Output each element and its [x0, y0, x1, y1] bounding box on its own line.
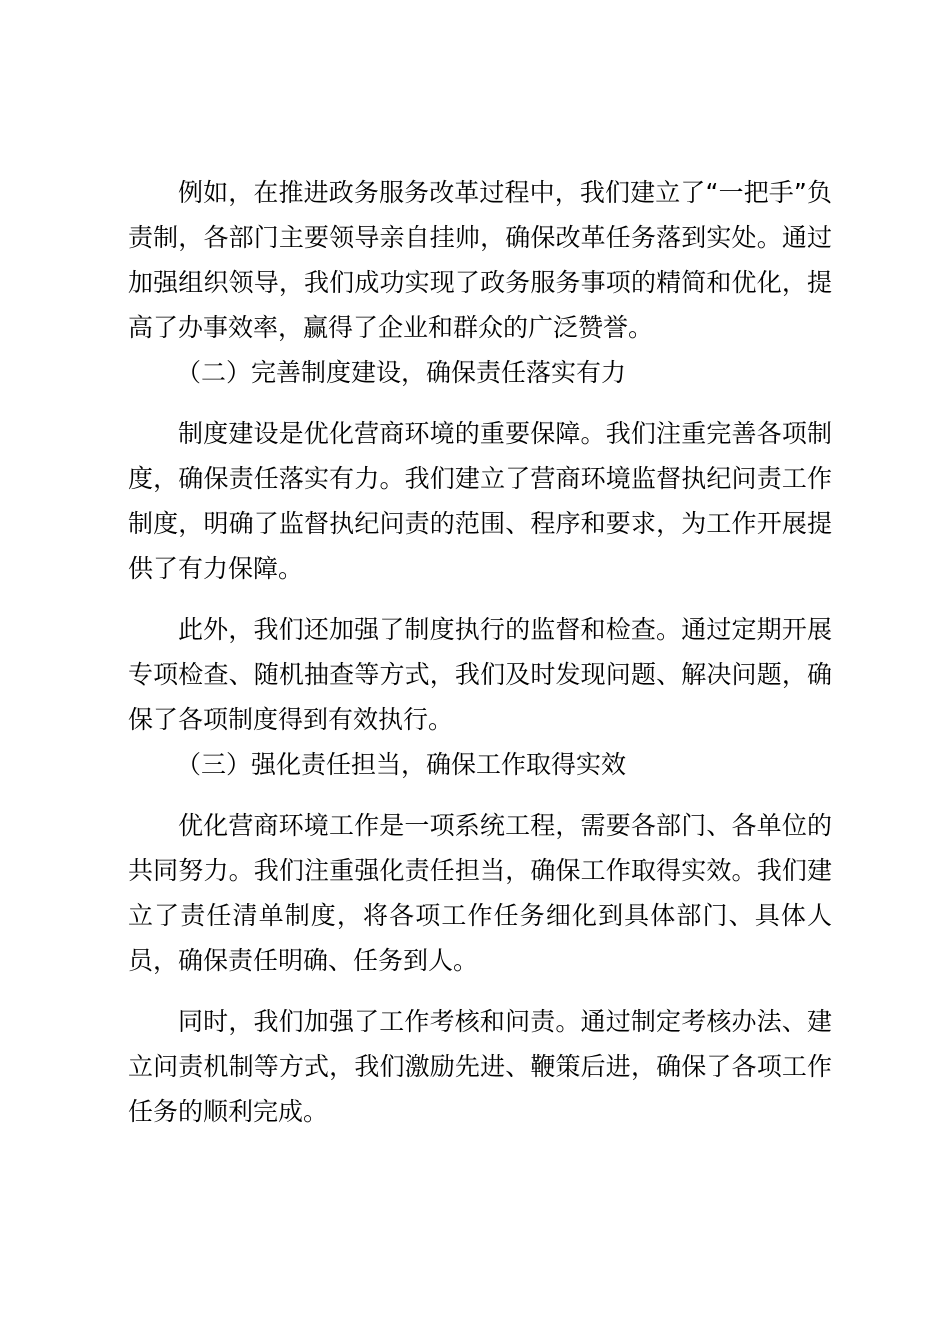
document-body — [128, 170, 832, 1134]
paragraph-supervision-inspection: 此外，我们还加强了制度执行的监督和检查。通过定期开展专项检查、随机抽查等方式，我们及时发现问题、解决问题，确保了各项制度得到有效执行。 — [128, 615, 832, 734]
paragraph-assessment-accountability: 同时，我们加强了工作考核和问责。通过制定考核办法、建立问责机制等方式，我们激励先进、鞭策后进，确保了各项工作任务的顺利完成。 — [128, 1007, 832, 1126]
paragraph-leadership-example: 例如，在推进政务服务改革过程中，我们建立了“一把手”负责制，各部门主要领导亲自挂帅，确保改革任务落到实处。通过加强组织领导，我们成功实现了政务服务事项的精简和优化，提高了办事效率，赢得了企业和群众的广泛赞誉。 — [128, 178, 832, 342]
section-heading-institution-building: （二）完善制度建设，确保责任落实有力 — [176, 358, 627, 387]
paragraph-institution-building: 制度建设是优化营商环境的重要保障。我们注重完善各项制度，确保责任落实有力。我们建立了营商环境监督执纪问责工作制度，明确了监督执纪问责的范围、程序和要求，为工作开展提供了有力保障。 — [128, 419, 832, 583]
section-heading-responsibility: （三）强化责任担当，确保工作取得实效 — [176, 750, 627, 779]
paragraph-responsibility: 优化营商环境工作是一项系统工程，需要各部门、各单位的共同努力。我们注重强化责任担当，确保工作取得实效。我们建立了责任清单制度，将各项工作任务细化到具体部门、具体人员，确保责任明确、任务到人。 — [128, 811, 832, 975]
